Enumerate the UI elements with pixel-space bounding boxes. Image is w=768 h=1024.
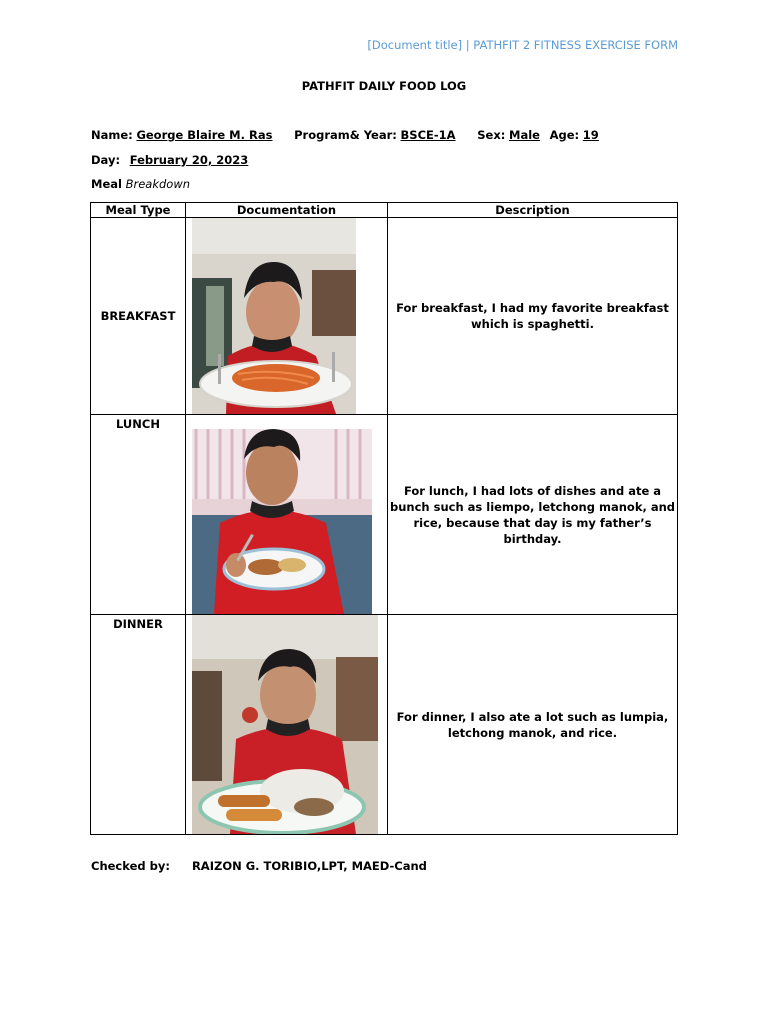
breakfast-photo-image <box>186 218 356 414</box>
sex-label: Sex: <box>477 128 506 142</box>
program-value: BSCE-1A <box>400 128 456 142</box>
header-documentation: Documentation <box>186 203 388 218</box>
dinner-photo <box>186 615 388 835</box>
table-row <box>91 218 678 415</box>
breakfast-photo <box>186 218 388 415</box>
meal-label: Meal <box>91 177 122 191</box>
table-header-row <box>91 203 678 218</box>
day-line <box>91 153 248 167</box>
dinner-description: For dinner, I also ate a lot such as lumpia, letchong manok, and rice. <box>388 615 678 835</box>
name-label: Name: <box>91 128 133 142</box>
breakdown-label: Breakdown <box>125 177 191 191</box>
checked-by-label: Checked by: <box>91 859 170 873</box>
header-meal-type: Meal Type <box>91 203 186 218</box>
name-value: George Blaire M. Ras <box>136 128 273 142</box>
day-value: February 20, 2023 <box>129 153 249 167</box>
meal-log-table <box>90 202 678 835</box>
lunch-description: For lunch, I had lots of dishes and ate a bunch such as liempo, letchong manok, and rice, because that day is my father’s birthday. <box>388 415 678 615</box>
program-label: Program& Year: <box>294 128 397 142</box>
checker-name: RAIZON G. TORIBIO,LPT, MAED-Cand <box>191 859 427 873</box>
student-info-line <box>91 128 599 142</box>
form-name: PATHFIT 2 FITNESS EXERCISE FORM <box>473 38 678 52</box>
header-separator: | <box>462 38 474 52</box>
meal-breakdown-heading <box>91 177 190 191</box>
lunch-photo <box>186 415 388 615</box>
page-title: PATHFIT DAILY FOOD LOG <box>301 79 467 93</box>
age-label: Age: <box>549 128 580 142</box>
age-value: 19 <box>582 128 599 142</box>
day-label: Day: <box>91 153 121 167</box>
header-description: Description <box>388 203 678 218</box>
document-title-placeholder[interactable]: [Document title] <box>367 38 463 52</box>
breakfast-description: For breakfast, I had my favorite breakfast which is spaghetti. <box>388 218 678 415</box>
checked-by-line <box>91 859 427 873</box>
table-row <box>91 615 678 835</box>
sex-value: Male <box>509 128 540 142</box>
table-row <box>91 415 678 615</box>
meal-type-lunch: LUNCH <box>91 415 186 615</box>
lunch-photo-image <box>186 415 372 614</box>
meal-type-breakfast: BREAKFAST <box>91 218 186 415</box>
dinner-photo-image <box>186 615 378 834</box>
meal-type-dinner: DINNER <box>91 615 186 835</box>
document-header <box>300 38 678 52</box>
